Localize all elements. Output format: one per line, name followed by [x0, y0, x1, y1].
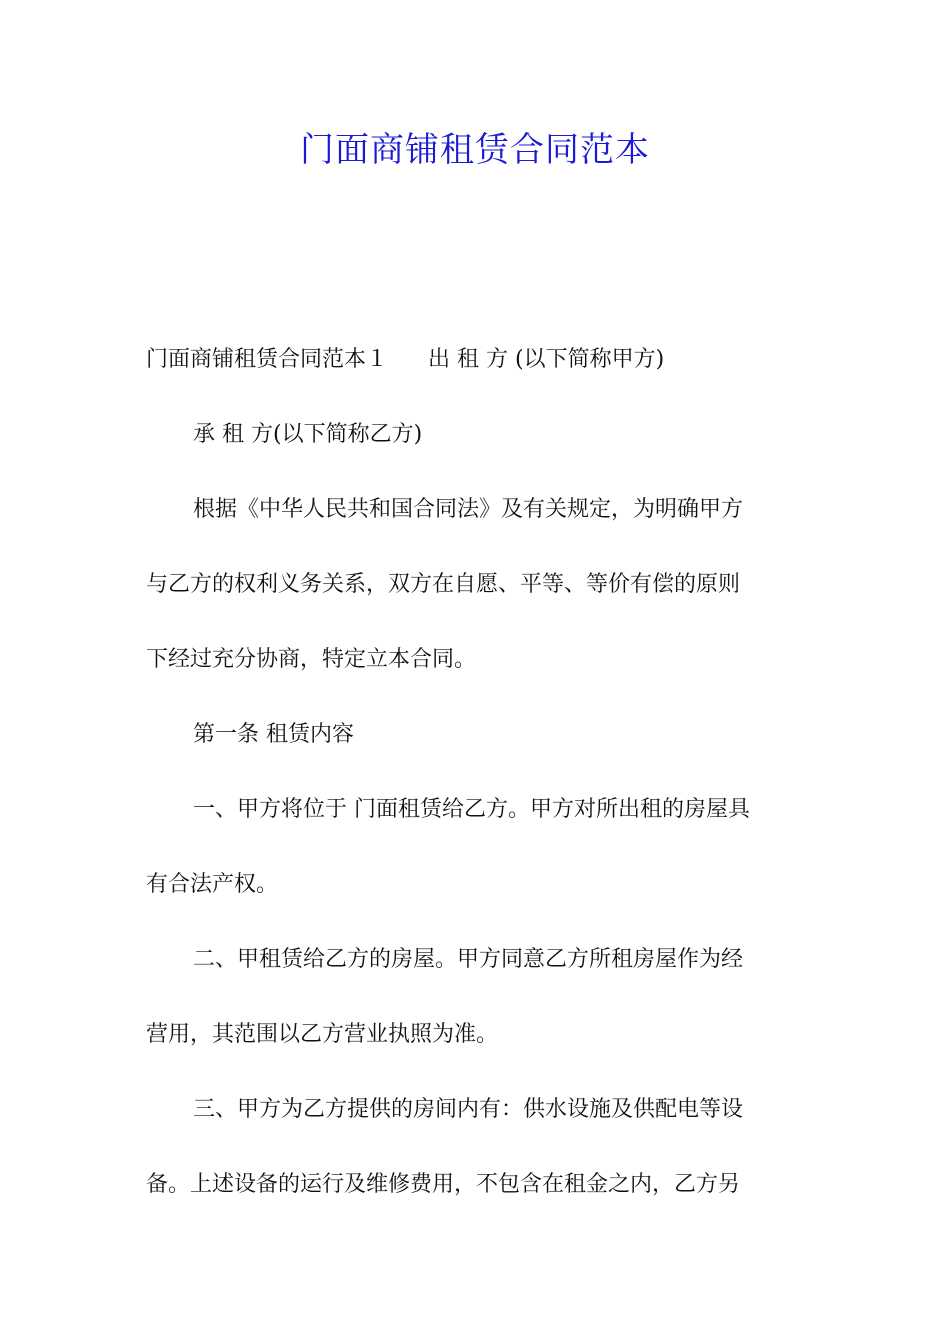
clause-2-line-1: 二、甲租赁给乙方的房屋。甲方同意乙方所租房屋作为经 — [193, 947, 744, 972]
paragraph-line-1 — [146, 344, 818, 376]
clause-3-line-2: 备。上述设备的运行及维修费用，不包含在租金之内，乙方另 — [146, 1172, 741, 1197]
paragraph-line-3: 根据《中华人民共和国合同法》及有关规定，为明确甲方 — [193, 497, 744, 522]
paragraph-line-5: 下经过充分协商，特定立本合同。 — [146, 647, 477, 672]
clause-1-line-1: 一、甲方将位于 门面租赁给乙方。甲方对所出租的房屋具 — [193, 797, 750, 822]
article-heading: 第一条 租赁内容 — [193, 722, 354, 747]
lessee-label: 承 租 方(以下简称乙方) — [193, 422, 423, 447]
paragraph-line-4: 与乙方的权利义务关系，双方在自愿、平等、等价有偿的原则 — [146, 572, 741, 597]
lessor-label: 出 租 方 (以下简称甲方) — [428, 347, 665, 372]
clause-2-line-2: 营用，其范围以乙方营业执照为准。 — [146, 1022, 499, 1047]
clause-1-line-2: 有合法产权。 — [146, 872, 279, 897]
clause-3-line-1: 三、甲方为乙方提供的房间内有：供水设施及供配电等设 — [193, 1097, 744, 1122]
document-title: 门面商铺租赁合同范本 — [300, 130, 650, 170]
document-heading-ref: 门面商铺租赁合同范本１ — [146, 347, 389, 372]
